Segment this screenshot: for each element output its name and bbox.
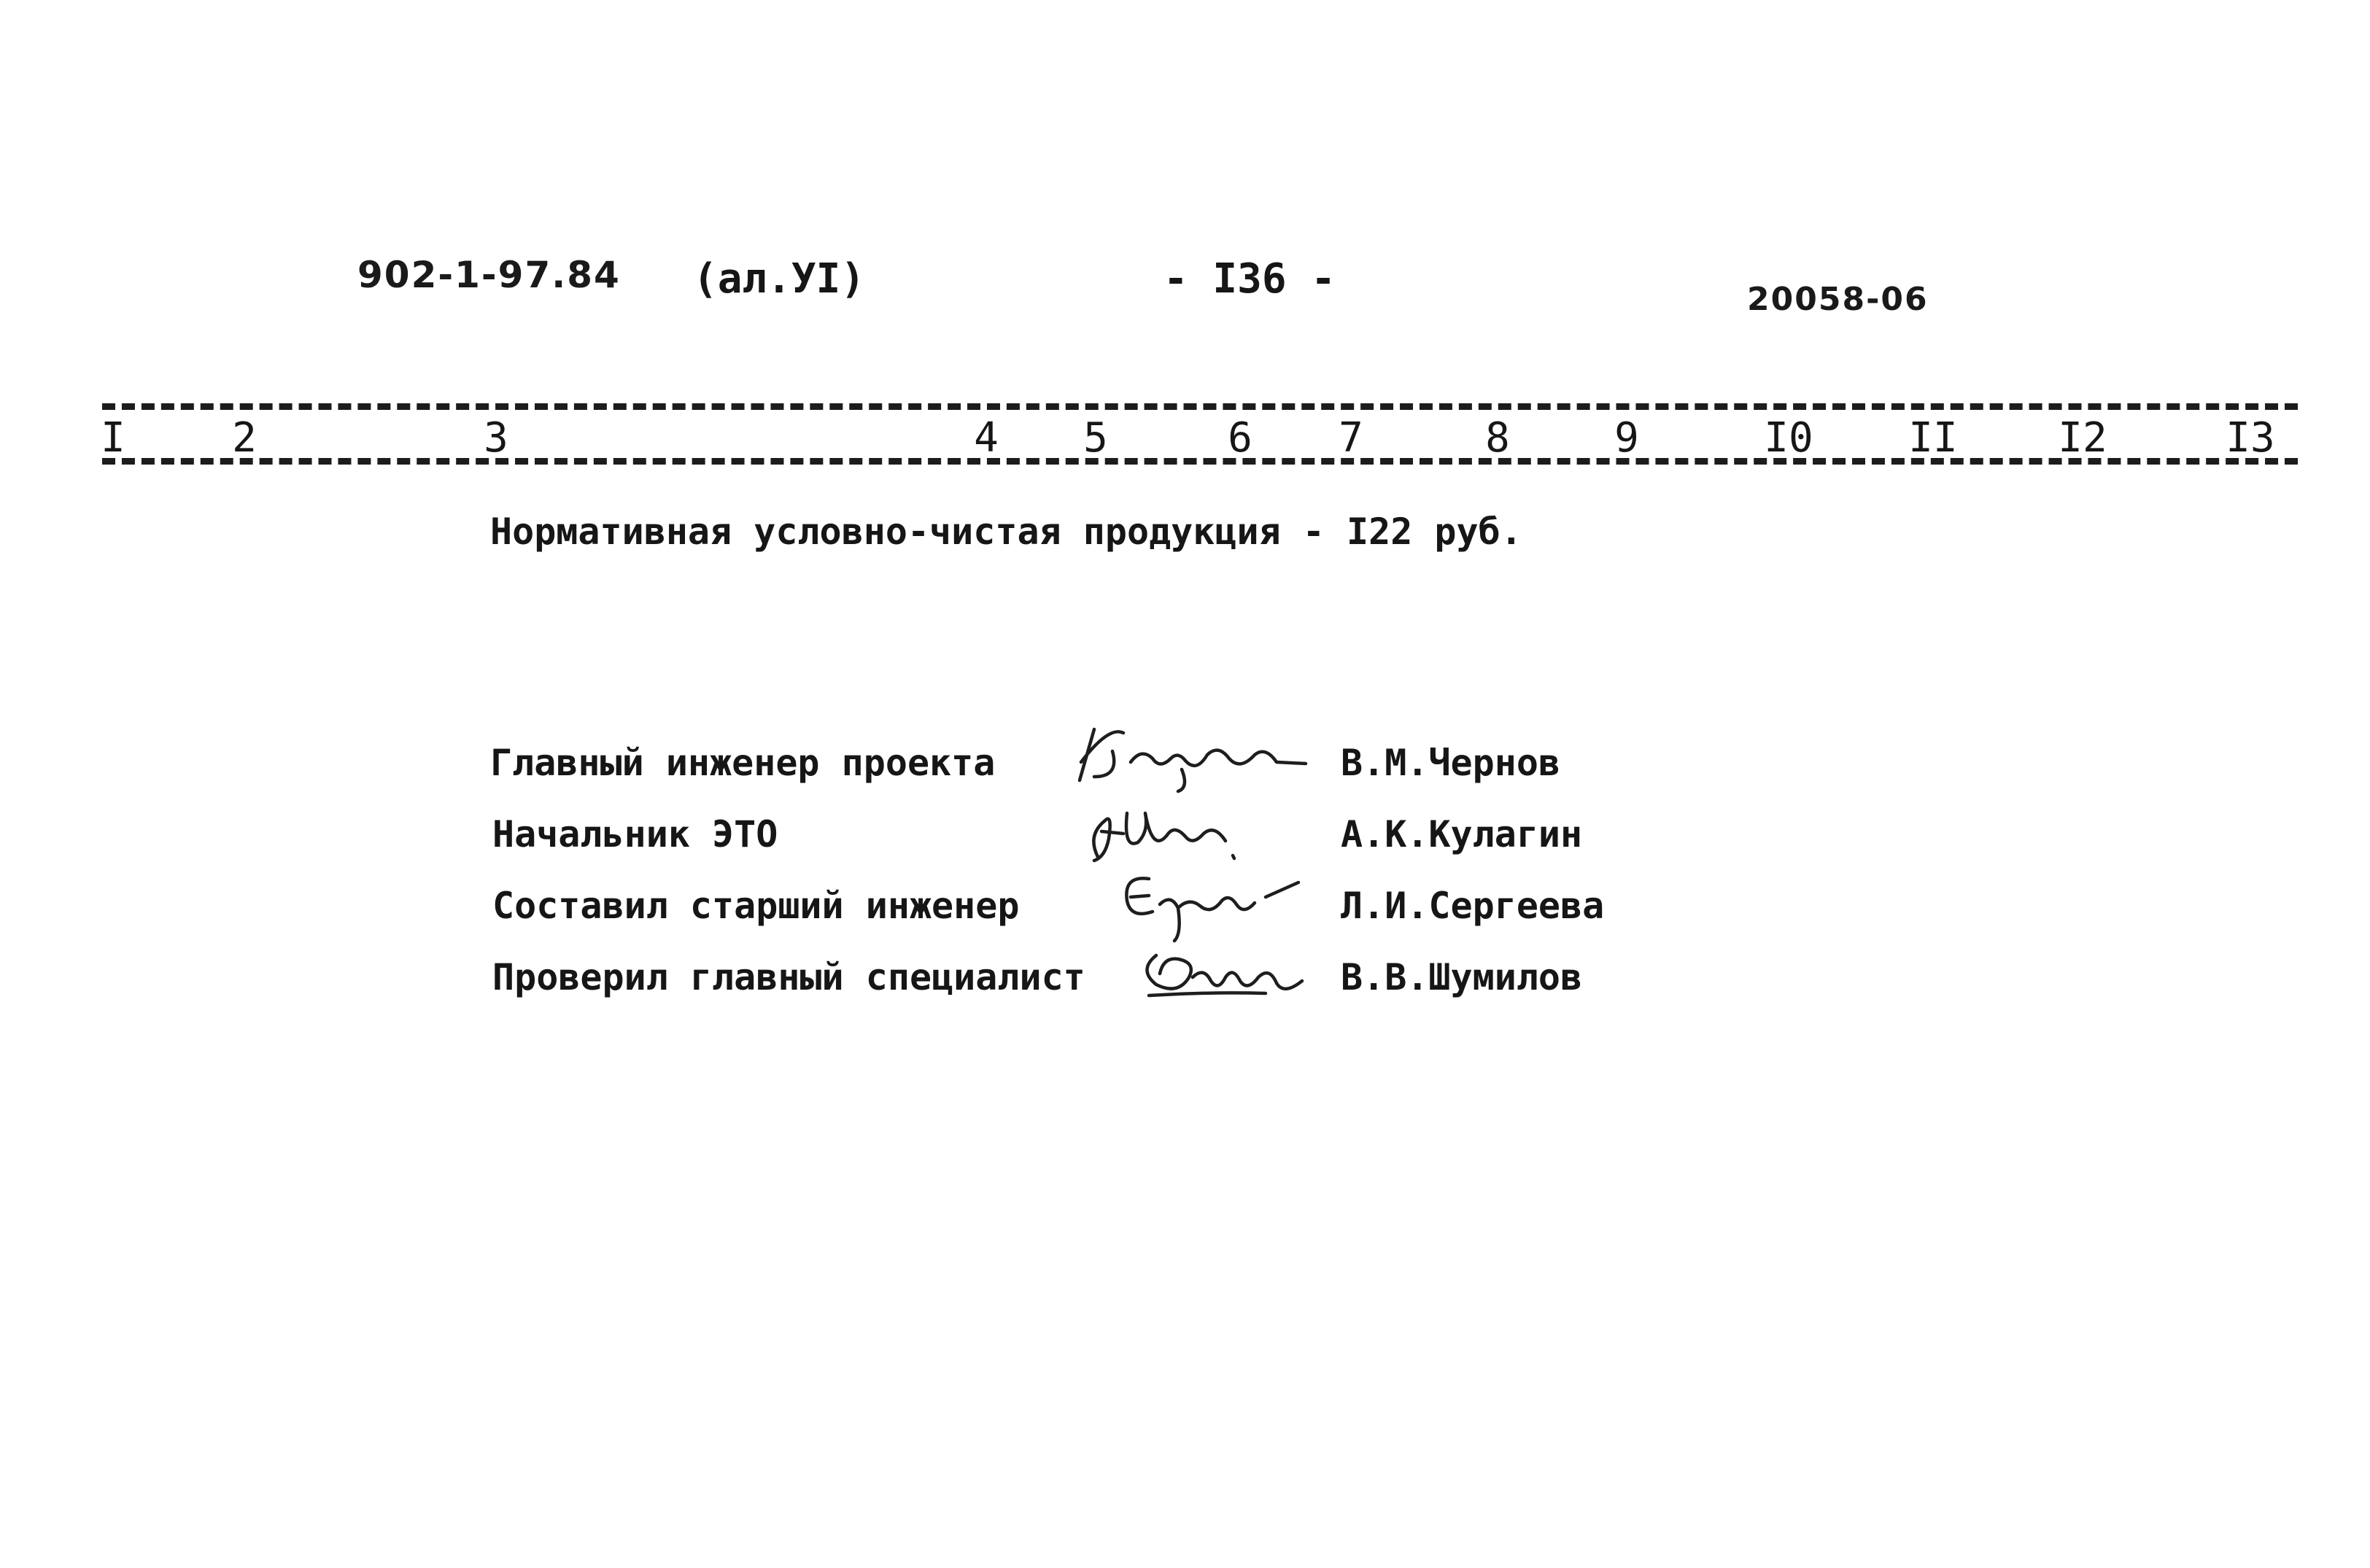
page-number: - I36 - xyxy=(1163,255,1336,303)
signatory-name: Л.И.Сергеева xyxy=(1341,885,1605,927)
inventory-number: 20058-06 xyxy=(1747,281,1929,318)
column-number: 9 xyxy=(1614,414,1639,462)
column-number: II xyxy=(1908,414,1958,462)
normative-net-product: Нормативная условно-чистая продукция - I22 руб. xyxy=(490,511,1522,553)
column-number: 8 xyxy=(1485,414,1510,462)
column-number: 2 xyxy=(232,414,257,462)
column-number: 3 xyxy=(484,414,508,462)
dashed-rule-top xyxy=(102,403,2298,410)
album-number: (ал.УI) xyxy=(693,255,866,303)
column-number: 7 xyxy=(1339,414,1363,462)
signatory-name: В.В.Шумилов xyxy=(1341,956,1583,998)
column-number: I xyxy=(101,414,125,462)
column-number: 6 xyxy=(1228,414,1252,462)
signature-role: Начальник ЭТО xyxy=(492,813,778,855)
column-number: 4 xyxy=(974,414,999,462)
column-number: 5 xyxy=(1083,414,1108,462)
signatory-name: В.М.Чернов xyxy=(1341,742,1561,784)
signature-image xyxy=(1134,941,1309,1006)
document-code: 902-1-97.84 xyxy=(357,254,621,296)
signature-role: Проверил главный специалист xyxy=(492,956,1085,998)
column-number: I0 xyxy=(1764,414,1813,462)
dashed-rule-bottom xyxy=(102,458,2298,465)
signatory-name: А.К.Кулагин xyxy=(1341,813,1583,855)
signature-image xyxy=(1080,791,1269,872)
column-number: I2 xyxy=(2058,414,2107,462)
column-number: I3 xyxy=(2226,414,2275,462)
signature-role: Главный инженер проекта xyxy=(490,742,996,784)
signature-image xyxy=(1109,861,1306,948)
signature-role: Составил старший инженер xyxy=(492,885,1020,927)
signature-image xyxy=(1072,718,1313,799)
